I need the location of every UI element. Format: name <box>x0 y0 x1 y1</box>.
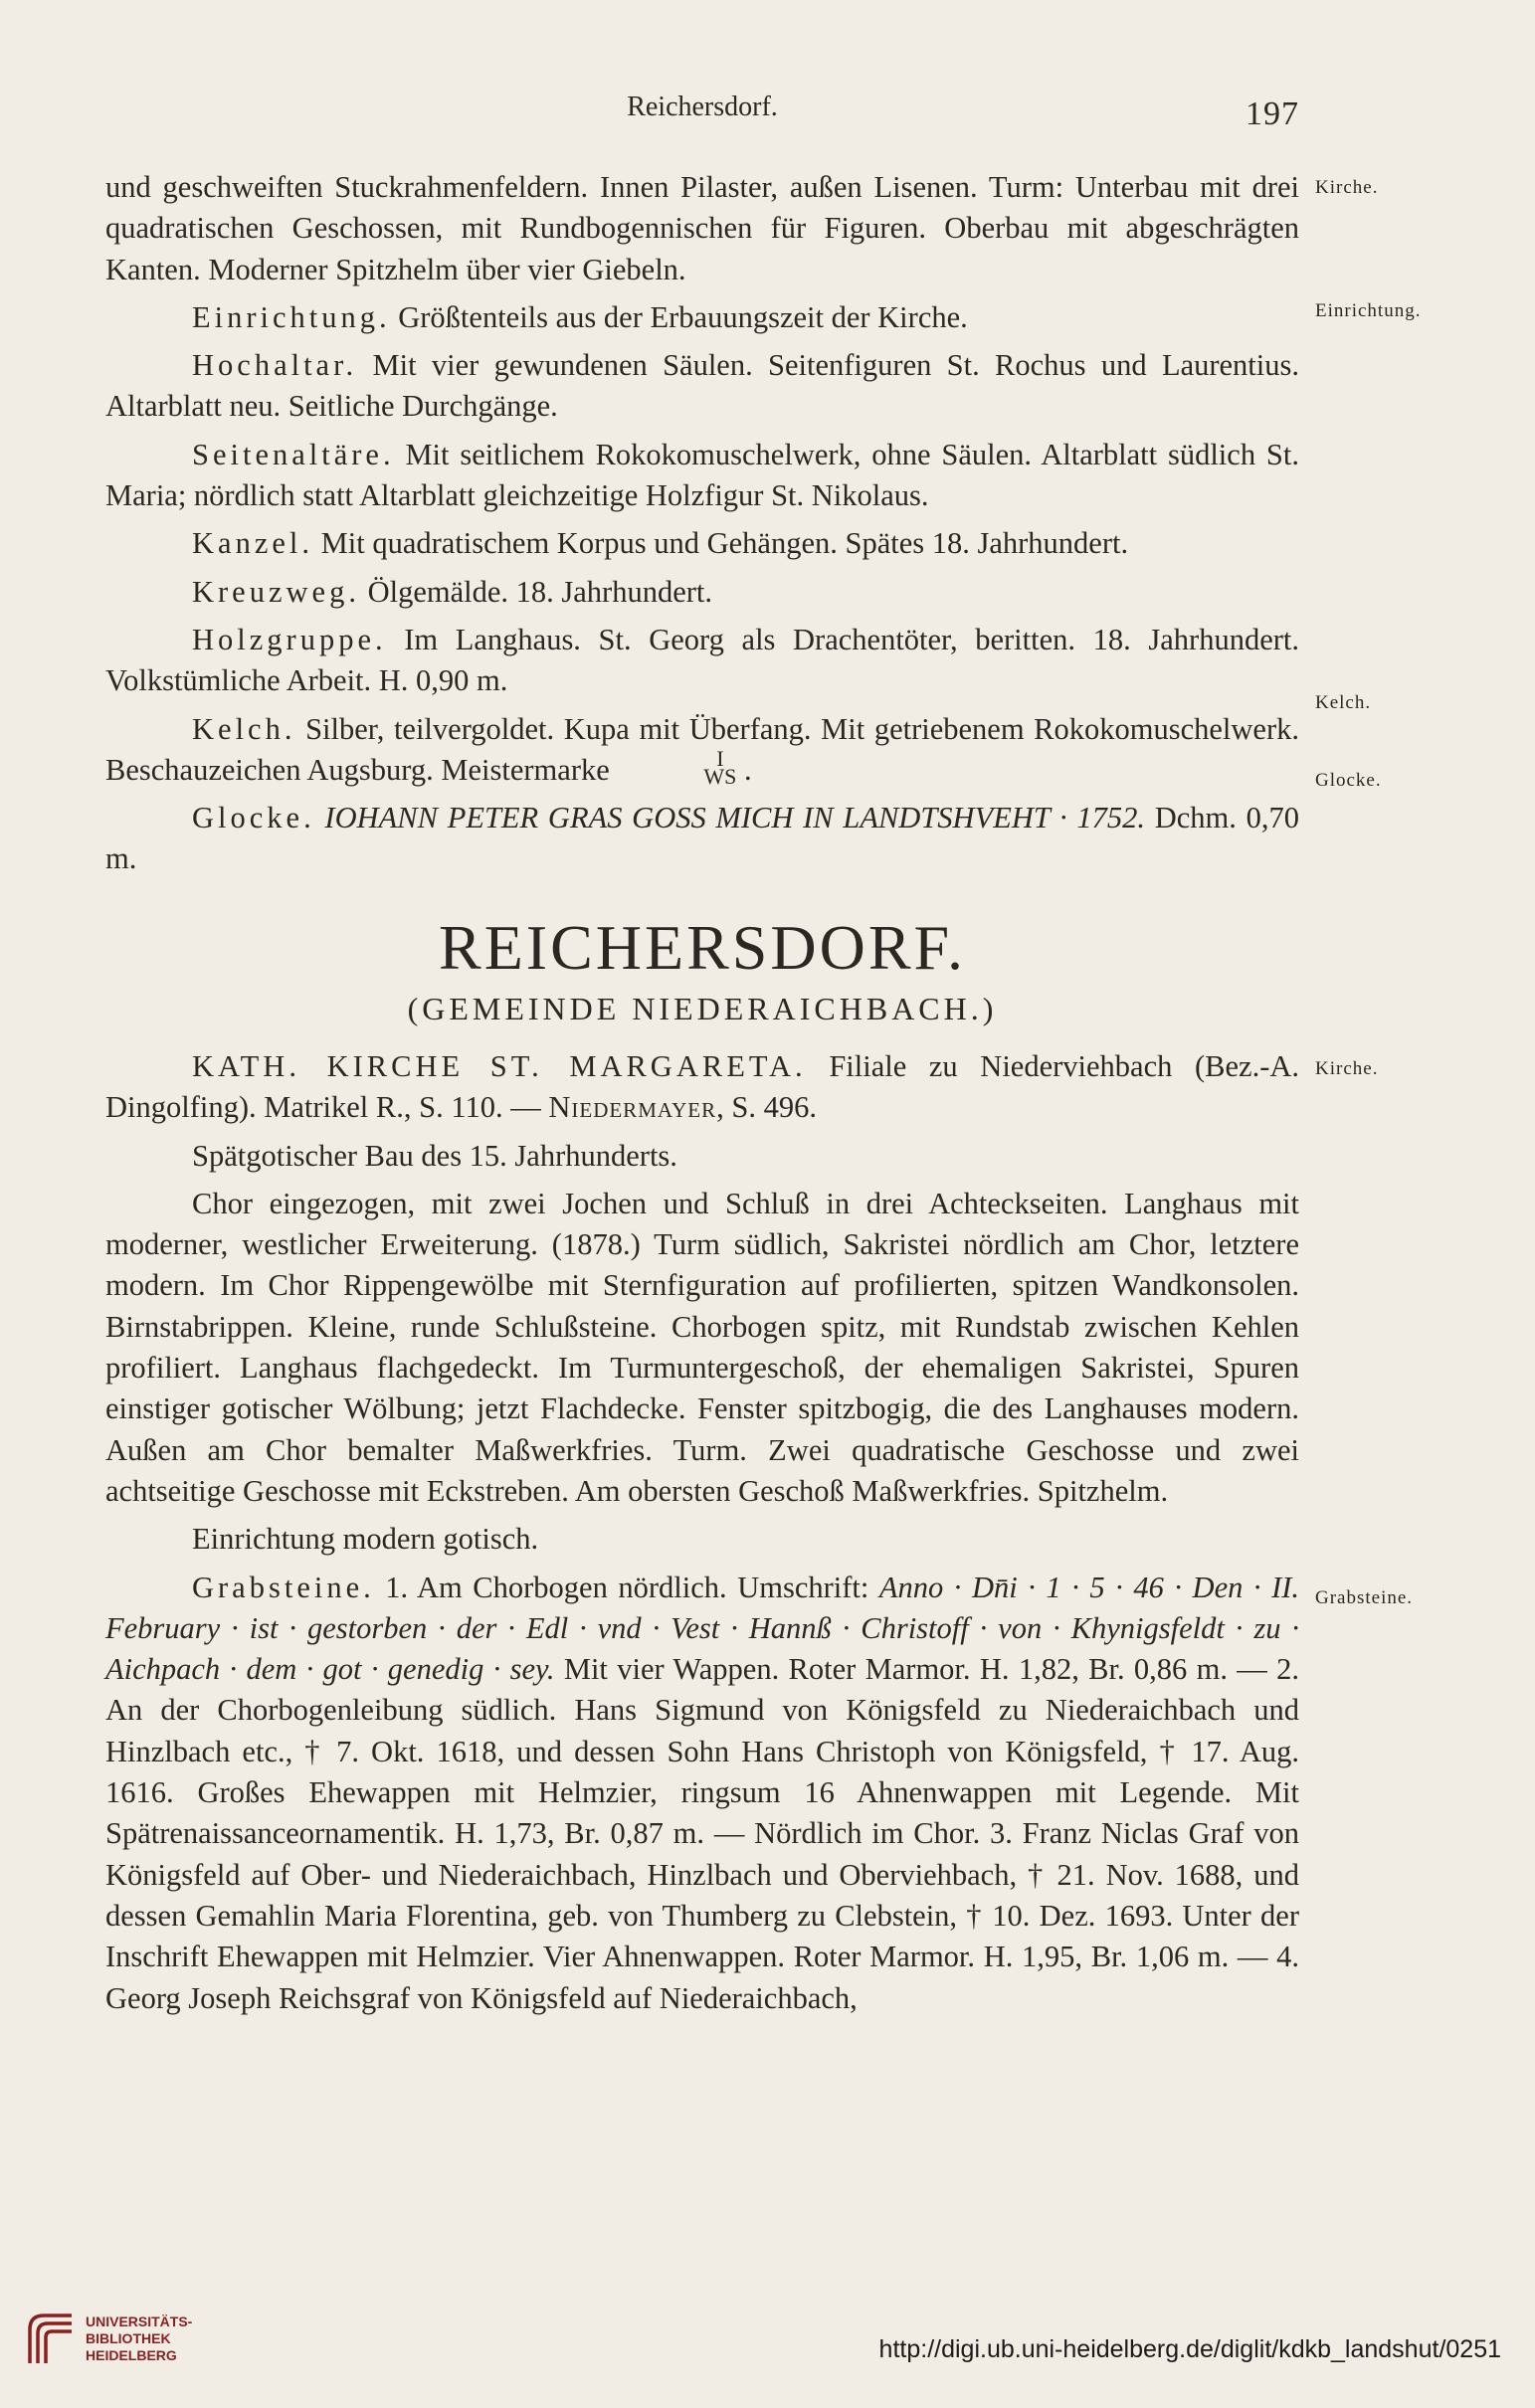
heading-holzgruppe: Holzgruppe. <box>192 622 387 656</box>
heading-kirche: KATH. KIRCHE ST. MARGARETA. <box>192 1049 807 1083</box>
page-header <box>105 92 1299 131</box>
text-glocke: Dchm. 0,70 m. <box>105 801 1299 876</box>
margin-note-kelch: Kelch. <box>1315 692 1372 713</box>
heading-glocke: Glocke. <box>192 801 315 835</box>
master-mark <box>617 745 737 789</box>
paragraph-kelch <box>105 709 1299 792</box>
library-logo[interactable] <box>24 2310 193 2372</box>
paragraph-glocke <box>105 798 1299 880</box>
paragraph-chor: Chor eingezogen, mit zwei Jochen und Schluß in drei Achteckseiten. Langhaus mit moderner, westlicher Erweiterung. (1878.) Turm südlich, Sakristei nördlich am Chor, letztere modern. Im Chor Rippengewölbe mit Sternfiguration auf profilierten, spitzen Wandkonsolen. Birnstabrippen. Kleine, runde Schlußsteine. Chorbogen spitz, mit Rundstab zwischen Kehlen profiliert. Langhaus flachgedeckt. Im Turmuntergeschoß, der ehemaligen Sakristei, Spuren einstiger gotischer Wölbung; jetzt Flachdecke. Fenster spitzbogig, die des Langhauses modern. Außen am Chor bemalter Maßwerkfries. Turm. Zwei quadratische Geschosse und zwei achtseitige Geschosse mit Eckstreben. Am obersten Geschoß Maßwerkfries. Spitzhelm. <box>105 1186 1299 1508</box>
margin-note-einrichtung: Einrichtung. <box>1315 300 1422 321</box>
section-reichersdorf <box>105 1046 1299 2026</box>
paragraph-grabsteine <box>105 1568 1299 2019</box>
text-kirche-2: , S. 496. <box>716 1090 817 1125</box>
text-kanzel: Mit quadratischem Korpus und Gehängen. Spätes 18. Jahrhundert. <box>313 526 1129 561</box>
library-name <box>86 2314 192 2364</box>
library-name-line-2: BIBLIOTHEK <box>86 2330 171 2346</box>
heading-kelch: Kelch. <box>192 711 296 746</box>
text-kelch-end: . <box>736 752 752 787</box>
tomb-inscription: Anno · Dn̄i · 1 · 5 · 46 · Den · II. February · ist · gestorben · der · Edl · vnd · Vest · Hannß · Christoff · von · Khynigsfeldt · zu · Aichpach · dem · got · genedig · sey. <box>105 1570 1300 1687</box>
heading-hochaltar: Hochaltar. <box>192 348 358 383</box>
section-previous-church <box>105 167 1299 887</box>
heading-kanzel: Kanzel. <box>192 526 313 561</box>
paragraph-kreuzweg <box>105 572 1299 613</box>
text-hochaltar: Mit vier gewundenen Säulen. Seitenfiguren St. Rochus und Laurentius. Altarblatt neu. Seitliche Durchgänge. <box>105 348 1299 424</box>
page-number: 197 <box>1246 95 1299 132</box>
paragraph-exterior: und geschweiften Stuckrahmenfeldern. Innen Pilaster, außen Lisenen. Turm: Unterbau mit drei quadratischen Geschossen, mit Rundbogennischen für Figuren. Oberbau mit abgeschrägten Kanten. Moderner Spitzhelm über vier Giebeln. <box>105 170 1299 286</box>
text-kelch: Silber, teilvergoldet. Kupa mit Überfang. Mit getriebenem Rokokomuschelwerk. Beschauzeichen Augsburg. Meistermarke <box>105 711 1299 787</box>
text-grabsteine-2: Mit vier Wappen. Roter Marmor. H. 1,82, Br. 0,86 m. — 2. An der Chorbogenleibung südlich. Hans Sigmund von Königsfeld zu Niederaichbach und Hinzlbach etc., † 7. Okt. 1618, und dessen Sohn Hans Christoph von Königsfeld, † 17. Aug. 1616. Großes Ehewappen mit Helmzier, ringsum 16 Ahnenwappen mit Legende. Mit Spätrenaissanceornamentik. H. 1,73, Br. 0,87 m. — Nördlich im Chor. 3. Franz Niclas Graf von Königsfeld auf Ober- und Niederaichbach, Hinzlbach und Oberviehbach, † 21. Nov. 1688, und dessen Gemahlin Maria Florentina, geb. von Thumberg zu Clebstein, † 10. Dez. 1693. Unter der Inschrift Ehewappen mit Helmzier. Vier Ahnenwappen. Roter Marmor. H. 1,95, Br. 1,06 m. — 4. Georg Joseph Reichsgraf von Königsfeld auf Niederaichbach, <box>105 1652 1299 2015</box>
section-subtitle: (GEMEINDE NIEDERAICHBACH.) <box>407 991 998 1026</box>
paragraph-einrichtung <box>105 297 1299 338</box>
paragraph-hochaltar <box>105 345 1299 428</box>
library-logo-icon <box>24 2310 78 2367</box>
heading-seitenaltaere: Seitenaltäre. <box>192 437 395 471</box>
paragraph-bau: Spätgotischer Bau des 15. Jahrhunderts. <box>192 1138 677 1173</box>
master-mark-bottom: WS <box>703 763 737 789</box>
text-kreuzweg: Ölgemälde. 18. Jahrhundert. <box>359 574 712 609</box>
running-title: Reichersdorf. <box>627 92 778 122</box>
text-grabsteine-1: 1. Am Chorbogen nördlich. Umschrift: <box>374 1570 879 1604</box>
heading-kreuzweg: Kreuzweg. <box>192 574 360 609</box>
section-title: REICHERSDORF. <box>439 912 966 983</box>
heading-grabsteine: Grabsteine. <box>192 1570 375 1604</box>
text-holzgruppe: Im Langhaus. St. Georg als Drachentöter, beritten. 18. Jahrhundert. Volkstümliche Arbeit. H. 0,90 m. <box>105 622 1299 698</box>
text-seitenaltaere: Mit seitlichem Rokokomuschelwerk, ohne Säulen. Altarblatt südlich St. Maria; nördlich statt Altarblatt gleichzeitige Holzfigur St. Nikolaus. <box>105 437 1299 513</box>
text-einrichtung: Größtenteils aus der Erbauungszeit der Kirche. <box>390 299 968 334</box>
paragraph-kanzel <box>105 523 1299 564</box>
paragraph-seitenaltaere <box>105 435 1299 517</box>
library-name-line-3: HEIDELBERG <box>86 2347 177 2363</box>
author-reference: Niedermayer <box>548 1090 717 1125</box>
text-kirche-1: Filiale zu Niederviehbach (Bez.-A. Dingolfing). Matrikel R., S. 110. — <box>105 1049 1300 1125</box>
margin-note-kirche: Kirche. <box>1315 177 1379 198</box>
margin-note-glocke: Glocke. <box>1315 770 1382 791</box>
paragraph-holzgruppe <box>105 620 1299 702</box>
library-name-line-1: UNIVERSITÄTS- <box>86 2314 193 2329</box>
permalink-url[interactable]: http://digi.ub.uni-heidelberg.de/diglit/kdkb_landshut/0251 <box>878 2335 1501 2363</box>
margin-note-grabsteine: Grabsteine. <box>1315 1587 1414 1608</box>
paragraph-einrichtung-modern: Einrichtung modern gotisch. <box>192 1522 539 1557</box>
bell-inscription: IOHANN PETER GRAS GOSS MICH IN LANDTSHVEHT · 1752. <box>314 801 1145 835</box>
heading-einrichtung: Einrichtung. <box>192 299 391 334</box>
margin-note-kirche-2: Kirche. <box>1315 1058 1379 1079</box>
paragraph-kirche <box>105 1046 1299 1129</box>
master-mark-top: I <box>716 745 724 771</box>
